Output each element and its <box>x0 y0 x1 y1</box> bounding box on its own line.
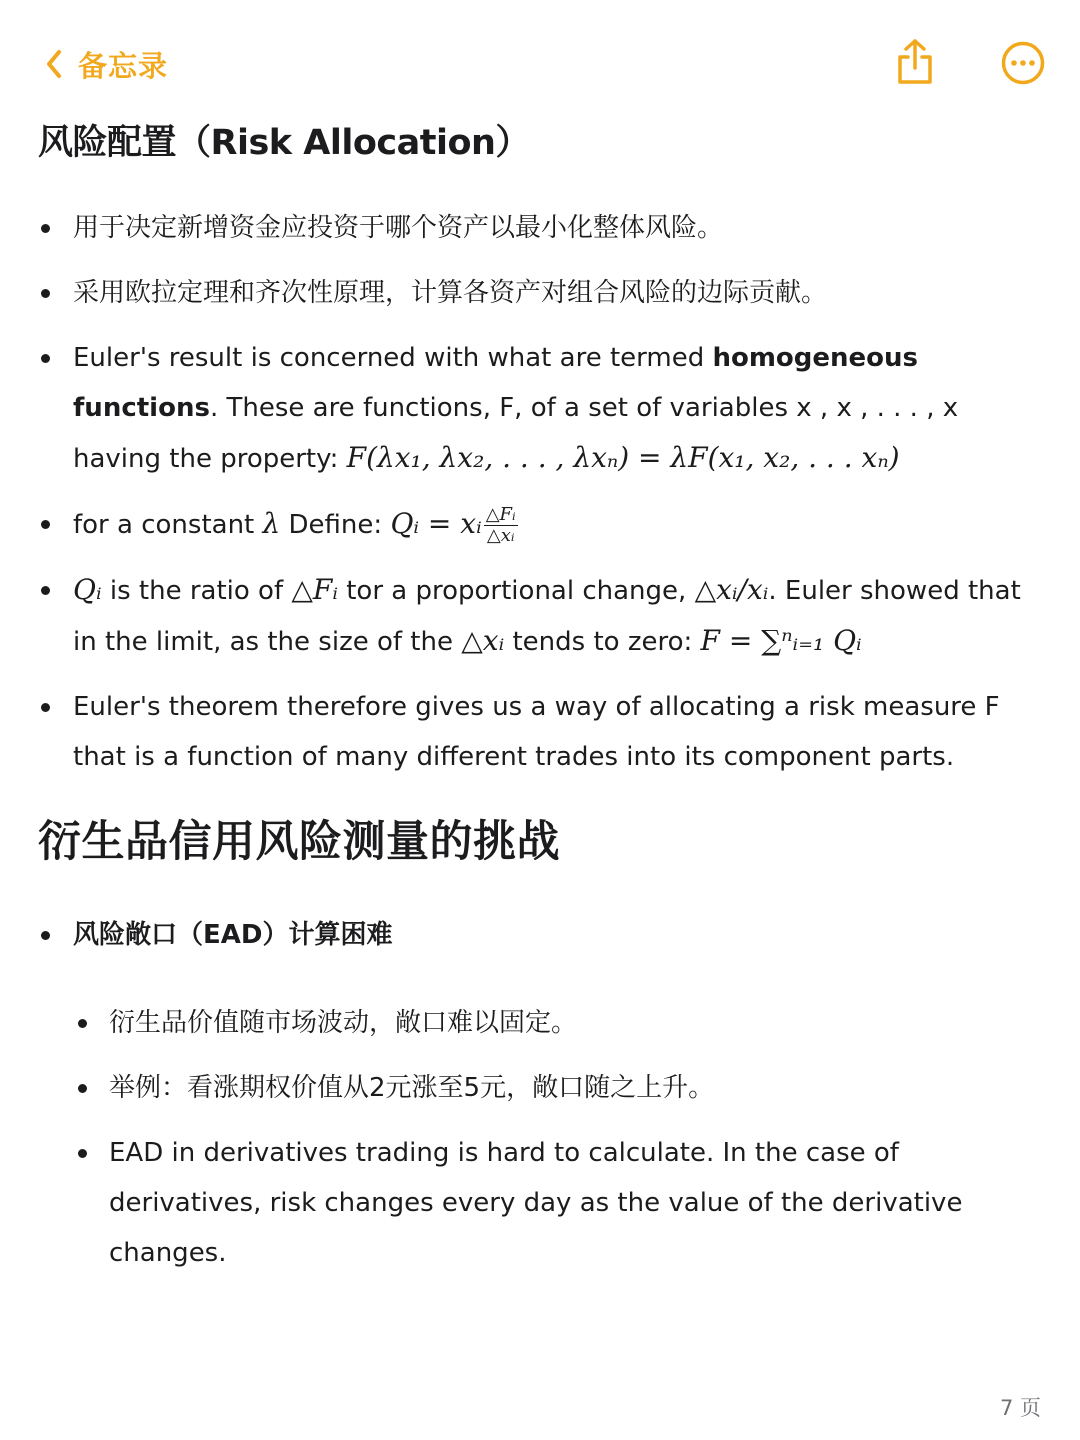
sub-list-item <box>75 998 1048 1048</box>
homogeneity-formula: F(λx₁, λx₂, . . . , λxₙ) = λF(x₁, x₂, . . . xₙ) <box>346 441 900 474</box>
challenges-list <box>38 910 1048 1278</box>
list-item-text: 用于决定新增资金应投资于哪个资产以最小化整体风险。 <box>73 213 724 243</box>
list-item-text: Euler's result is concerned with what are termed <box>73 343 713 373</box>
lambda-symbol: λ <box>262 507 281 540</box>
sub-list-item-text: EAD in derivatives trading is hard to calculate. In the case of derivatives, risk changes every day as the value of the derivative changes. <box>109 1138 963 1268</box>
delta-f-symbol: △Fᵢ <box>291 573 338 606</box>
sub-list <box>75 998 1048 1278</box>
list-item <box>38 910 1048 1278</box>
proportional-change-symbol: △xᵢ/xᵢ <box>694 573 769 606</box>
list-item <box>38 499 1048 550</box>
back-label: 备忘录 <box>78 48 169 83</box>
list-item <box>38 682 1048 782</box>
page-number: 7 页 <box>1000 1396 1042 1420</box>
list-item-text: for a constant <box>73 510 263 540</box>
section-heading-risk-allocation: 风险配置（Risk Allocation） <box>38 123 530 163</box>
list-item-text: . These are functions, F, of a set of variables x , x , . . . , x having the property: <box>73 393 959 474</box>
share-icon <box>892 38 938 86</box>
delta-x-symbol: △xᵢ <box>461 624 505 657</box>
sub-list-item <box>75 1128 1048 1278</box>
note-body[interactable] <box>38 118 1048 1278</box>
back-button[interactable] <box>44 40 168 88</box>
list-item-title: 风险敞口（EAD）计算困难 <box>73 920 393 950</box>
list-item-text: tends to zero: <box>504 627 701 657</box>
list-item <box>38 203 1048 253</box>
sub-list-item-text: 衍生品价值随市场波动，敞口难以固定。 <box>109 1008 578 1038</box>
list-item <box>38 565 1048 667</box>
more-button[interactable] <box>1000 40 1046 86</box>
sub-list-item-text: 举例：看涨期权价值从2元涨至5元，敞口随之上升。 <box>109 1073 715 1103</box>
share-button[interactable] <box>892 38 938 86</box>
q-definition-formula: Qᵢ = xᵢ <box>390 507 482 540</box>
chevron-left-icon <box>44 48 64 80</box>
sub-list-item <box>75 1063 1048 1113</box>
fraction-denominator: △xᵢ <box>486 525 515 546</box>
list-item <box>38 333 1048 484</box>
list-item-text: is the ratio of <box>101 576 292 606</box>
euler-sum-formula: F = ∑ⁿᵢ₌₁ Qᵢ <box>700 624 862 657</box>
q-symbol: Qᵢ <box>73 573 102 606</box>
fraction <box>484 505 518 546</box>
section-heading-derivatives-credit-risk: 衍生品信用风险测量的挑战 <box>38 817 560 867</box>
navigation-bar <box>0 0 1080 120</box>
list-item-text: 采用欧拉定理和齐次性原理，计算各资产对组合风险的边际贡献。 <box>73 278 828 308</box>
bold-term: homogeneous functions <box>73 343 919 423</box>
more-icon <box>1000 40 1046 86</box>
list-item <box>38 268 1048 318</box>
list-item-text: Euler's theorem therefore gives us a way of allocating a risk measure F that is a function of many different trades into its component parts. <box>73 692 1000 772</box>
list-item-text: Define: <box>280 510 391 540</box>
list-item-text: . Euler showed that in the limit, as the size of the <box>73 576 1021 657</box>
risk-allocation-list <box>38 203 1048 782</box>
list-item-text: tor a proportional change, <box>337 576 695 606</box>
fraction-numerator: △Fᵢ <box>485 504 516 525</box>
